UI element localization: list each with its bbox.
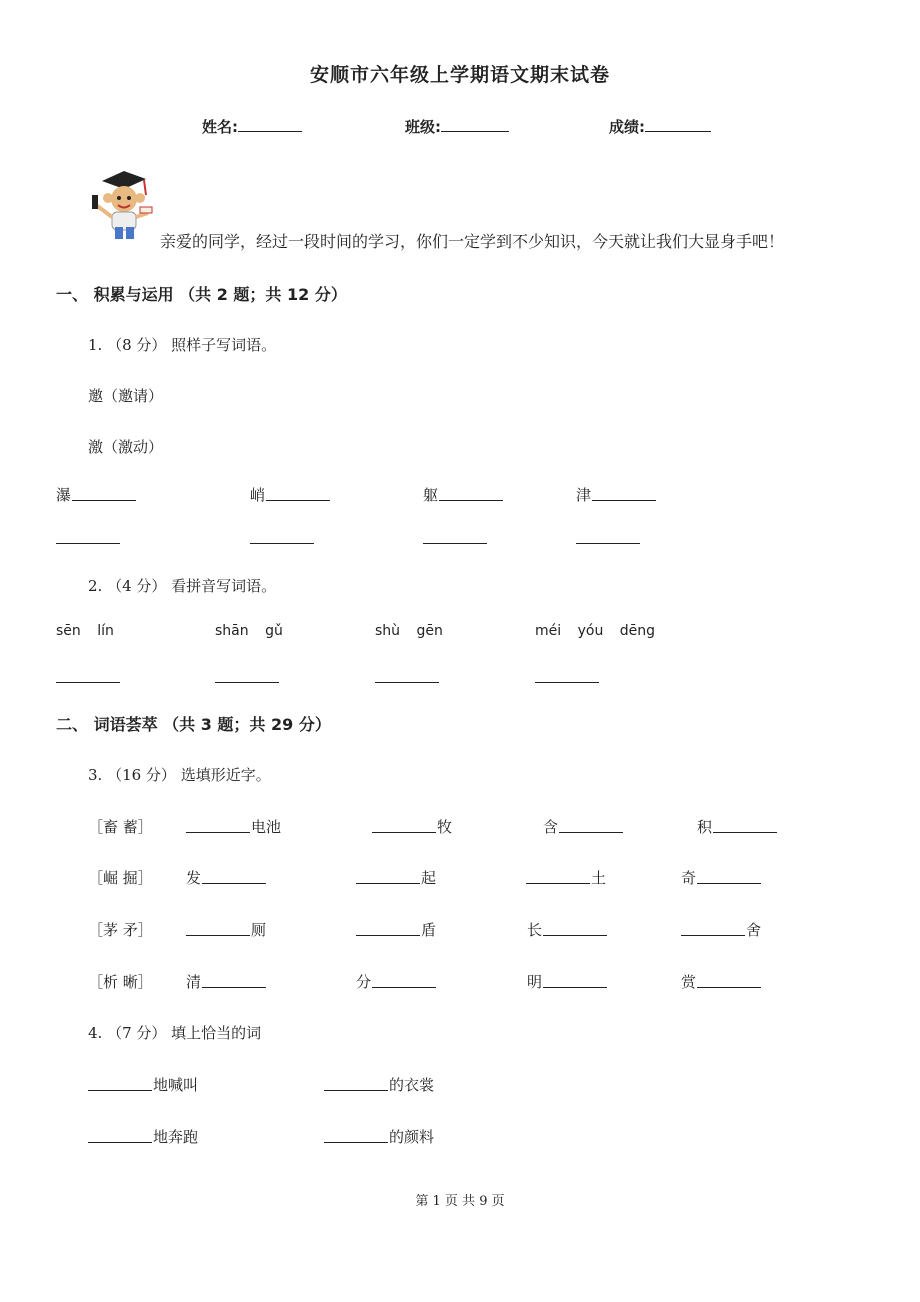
- q3-r2-blank-3[interactable]: [526, 883, 590, 884]
- pinyin-4: méi yóu dēng: [535, 623, 656, 639]
- q3-pair-1: ［畜 蓄］: [88, 818, 153, 836]
- q3-r4-item-4: 赏: [681, 973, 697, 991]
- q3-pair-2: ［崛 掘］: [88, 869, 153, 887]
- q3-r1-item-3: 含: [543, 818, 559, 836]
- q1-char-3: [423, 484, 438, 505]
- section-1-title: 一、 积累与运用 （共 2 题；共 12 分）: [56, 285, 347, 304]
- q4-blank-1[interactable]: [88, 1090, 152, 1091]
- question-4-stem: 4. （7 分） 填上恰当的词: [88, 1024, 262, 1042]
- q3-r1-blank-2[interactable]: [372, 832, 436, 833]
- q3-r4-item-1: 清: [186, 973, 202, 991]
- q3-r4-blank-2[interactable]: [372, 987, 436, 988]
- q3-r3-item-1: 厕: [251, 921, 267, 939]
- question-1-stem: 1. （8 分） 照样子写词语。: [88, 336, 277, 354]
- q3-r3-blank-2[interactable]: [356, 935, 420, 936]
- q1-blank-4[interactable]: [592, 500, 656, 501]
- q1-char-text: 津: [576, 486, 592, 504]
- score-label: 成绩:: [609, 118, 645, 136]
- q4-blank-2[interactable]: [324, 1090, 388, 1091]
- q3-r4-blank-4[interactable]: [697, 987, 761, 988]
- q3-r1-item-4: 积: [697, 818, 713, 836]
- q1-char-1: [56, 484, 71, 505]
- intro-text: 亲爱的同学，经过一段时间的学习，你们一定学到不少知识，今天就让我们大显身手吧！: [160, 232, 785, 251]
- q3-r4-item-3: 明: [527, 973, 543, 991]
- question-3-stem: 3. （16 分） 选填形近字。: [88, 766, 271, 784]
- class-blank[interactable]: [441, 117, 509, 132]
- q1-blank-2[interactable]: [266, 500, 330, 501]
- name-field: [202, 116, 302, 137]
- example-2: 激（激动）: [88, 438, 164, 456]
- page-footer: 第 1 页 共 9 页: [415, 1194, 505, 1209]
- pinyin-2: shān gǔ: [215, 623, 283, 639]
- q4-item-3: 地奔跑: [153, 1128, 199, 1146]
- q1-char-2: [250, 484, 265, 505]
- q3-r2-blank-2[interactable]: [356, 883, 420, 884]
- q3-r1-blank-4[interactable]: [713, 832, 777, 833]
- class-field: [405, 116, 509, 137]
- q4-blank-3[interactable]: [88, 1142, 152, 1143]
- pinyin-3: shù gēn: [375, 623, 443, 639]
- q4-item-1: 地喊叫: [153, 1076, 199, 1094]
- q4-item-4: 的颜料: [389, 1128, 435, 1146]
- score-blank[interactable]: [645, 117, 711, 132]
- q3-r3-blank-1[interactable]: [186, 935, 250, 936]
- q1-answer-blank-1[interactable]: [56, 543, 120, 544]
- q3-r2-item-1: 发: [186, 869, 202, 887]
- q1-char-text: 瀑: [56, 486, 72, 504]
- q3-r4-item-2: 分: [356, 973, 372, 991]
- pinyin-1: sēn lín: [56, 623, 114, 639]
- q1-answer-blank-2[interactable]: [250, 543, 314, 544]
- page-title: 安顺市六年级上学期语文期末试卷: [309, 64, 610, 86]
- q3-r3-item-4: 舍: [746, 921, 762, 939]
- name-blank[interactable]: [238, 117, 302, 132]
- q2-blank-1[interactable]: [56, 682, 120, 683]
- q2-blank-3[interactable]: [375, 682, 439, 683]
- q3-r3-blank-4[interactable]: [681, 935, 745, 936]
- q1-char-text: 躯: [423, 486, 439, 504]
- q3-r1-item-2: 牧: [437, 818, 453, 836]
- q3-pair-3: ［茅 矛］: [88, 921, 153, 939]
- q3-r1-blank-1[interactable]: [186, 832, 250, 833]
- q1-answer-blank-3[interactable]: [423, 543, 487, 544]
- q3-pair-4: ［析 晰］: [88, 973, 153, 991]
- graduate-mascot-icon: [88, 165, 154, 247]
- q3-r2-blank-1[interactable]: [202, 883, 266, 884]
- score-field: [609, 116, 711, 137]
- q2-blank-2[interactable]: [215, 682, 279, 683]
- q3-r2-item-4: 奇: [681, 869, 697, 887]
- q1-blank-3[interactable]: [439, 500, 503, 501]
- q3-r2-item-3: 土: [591, 869, 607, 887]
- q3-r1-item-1: 电池: [251, 818, 282, 836]
- q2-blank-4[interactable]: [535, 682, 599, 683]
- q3-r4-blank-1[interactable]: [202, 987, 266, 988]
- q3-r2-item-2: 起: [421, 869, 437, 887]
- q4-item-2: 的衣裳: [389, 1076, 435, 1094]
- q1-char-text: 峭: [250, 486, 266, 504]
- q4-blank-4[interactable]: [324, 1142, 388, 1143]
- question-2-stem: 2. （4 分） 看拼音写词语。: [88, 577, 277, 595]
- q3-r3-item-3: 长: [527, 921, 543, 939]
- class-label: 班级:: [405, 118, 441, 136]
- q1-char-4: [576, 484, 591, 505]
- q3-r4-blank-3[interactable]: [543, 987, 607, 988]
- q3-r2-blank-4[interactable]: [697, 883, 761, 884]
- q3-r3-item-2: 盾: [421, 921, 437, 939]
- example-1: 邀（邀请）: [88, 387, 164, 405]
- q3-r1-blank-3[interactable]: [559, 832, 623, 833]
- q1-blank-1[interactable]: [72, 500, 136, 501]
- section-2-title: 二、 词语荟萃 （共 3 题；共 29 分）: [56, 715, 331, 734]
- q3-r3-blank-3[interactable]: [543, 935, 607, 936]
- name-label: 姓名:: [202, 118, 238, 136]
- q1-answer-blank-4[interactable]: [576, 543, 640, 544]
